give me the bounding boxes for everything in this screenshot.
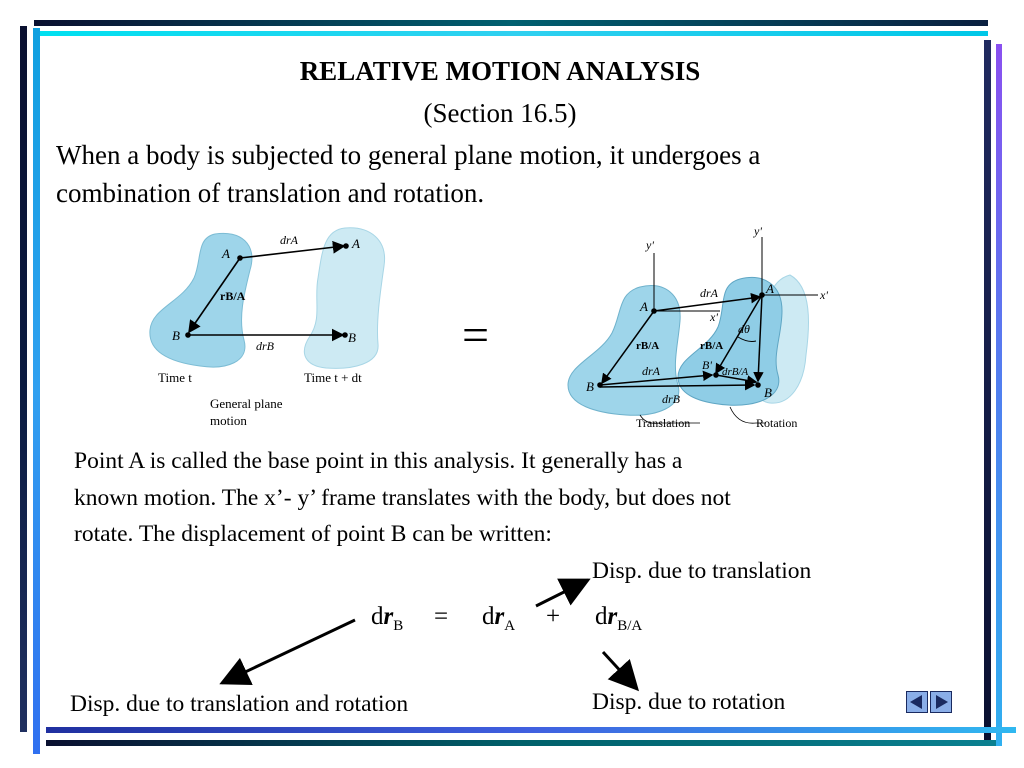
label-drA: drA bbox=[280, 233, 298, 247]
label-B-prime: B' bbox=[702, 358, 712, 372]
label-rBA1: rB/A bbox=[636, 340, 660, 352]
equation-term-drBA: $dr_{B/A}$ bbox=[595, 603, 643, 634]
label-A2: A bbox=[766, 281, 774, 296]
equals-sign: = bbox=[462, 309, 490, 362]
label-rBA: rB/A bbox=[220, 289, 246, 303]
label-time-t-dt: Time t + dt bbox=[304, 370, 362, 385]
equation-plus: + bbox=[546, 603, 561, 630]
label-x2: x' bbox=[820, 288, 828, 302]
label-x1: x' bbox=[710, 310, 718, 324]
label-drB: drB bbox=[662, 392, 680, 406]
intro-line-2: combination of translation and rotation. bbox=[56, 178, 485, 208]
equation-term-drA: $dr_A$ bbox=[482, 603, 516, 634]
prev-slide-button[interactable] bbox=[906, 691, 928, 713]
label-A: A bbox=[222, 246, 230, 261]
label-drA-top: drA bbox=[700, 286, 718, 300]
annotation-translation-rotation: Disp. due to translation and rotation bbox=[70, 691, 409, 717]
label-y1: y' bbox=[646, 238, 654, 252]
triangle-left-icon bbox=[907, 692, 927, 712]
label-A-moved: A bbox=[352, 236, 360, 251]
equation-lhs: $dr_B$ bbox=[371, 603, 404, 634]
caption-line-1: General plane bbox=[210, 396, 283, 411]
annotation-translation: Disp. due to translation bbox=[592, 558, 812, 584]
label-B-moved: B bbox=[348, 330, 356, 345]
label-B: B bbox=[172, 328, 180, 343]
arrow-to-translation bbox=[536, 580, 588, 606]
body-line-3: rotate. The displacement of point B can be written: bbox=[74, 521, 552, 547]
label-rotation: Rotation bbox=[756, 416, 798, 430]
label-drBA: drB/A bbox=[722, 366, 749, 378]
label-dtheta: dθ bbox=[738, 322, 750, 336]
label-translation: Translation bbox=[636, 416, 691, 430]
label-B1: B bbox=[586, 379, 594, 394]
annotation-rotation: Disp. due to rotation bbox=[592, 689, 786, 715]
intro-line-1: When a body is subjected to general plane motion, it undergoes a bbox=[56, 140, 761, 170]
triangle-right-icon bbox=[931, 692, 951, 712]
arrow-to-rotation bbox=[603, 652, 637, 689]
arrow-to-translation-rotation bbox=[222, 620, 355, 683]
label-drB: drB bbox=[256, 339, 274, 353]
label-A1: A bbox=[640, 299, 648, 314]
body-line-2: known motion. The x’- y’ frame translates with the body, but does not bbox=[74, 485, 731, 511]
label-y2: y' bbox=[754, 225, 762, 238]
label-B2: B bbox=[764, 385, 772, 400]
page-title: RELATIVE MOTION ANALYSIS bbox=[299, 56, 701, 86]
label-rBA2: rB/A bbox=[700, 340, 724, 352]
label-time-t: Time t bbox=[158, 370, 192, 385]
label-drA-low: drA bbox=[642, 364, 660, 378]
next-slide-button[interactable] bbox=[930, 691, 952, 713]
caption-line-2: motion bbox=[210, 413, 247, 428]
equation-equals: = bbox=[434, 603, 449, 630]
body-line-1: Point A is called the base point in this analysis. It generally has a bbox=[74, 448, 683, 474]
section-subtitle: (Section 16.5) bbox=[423, 98, 577, 128]
